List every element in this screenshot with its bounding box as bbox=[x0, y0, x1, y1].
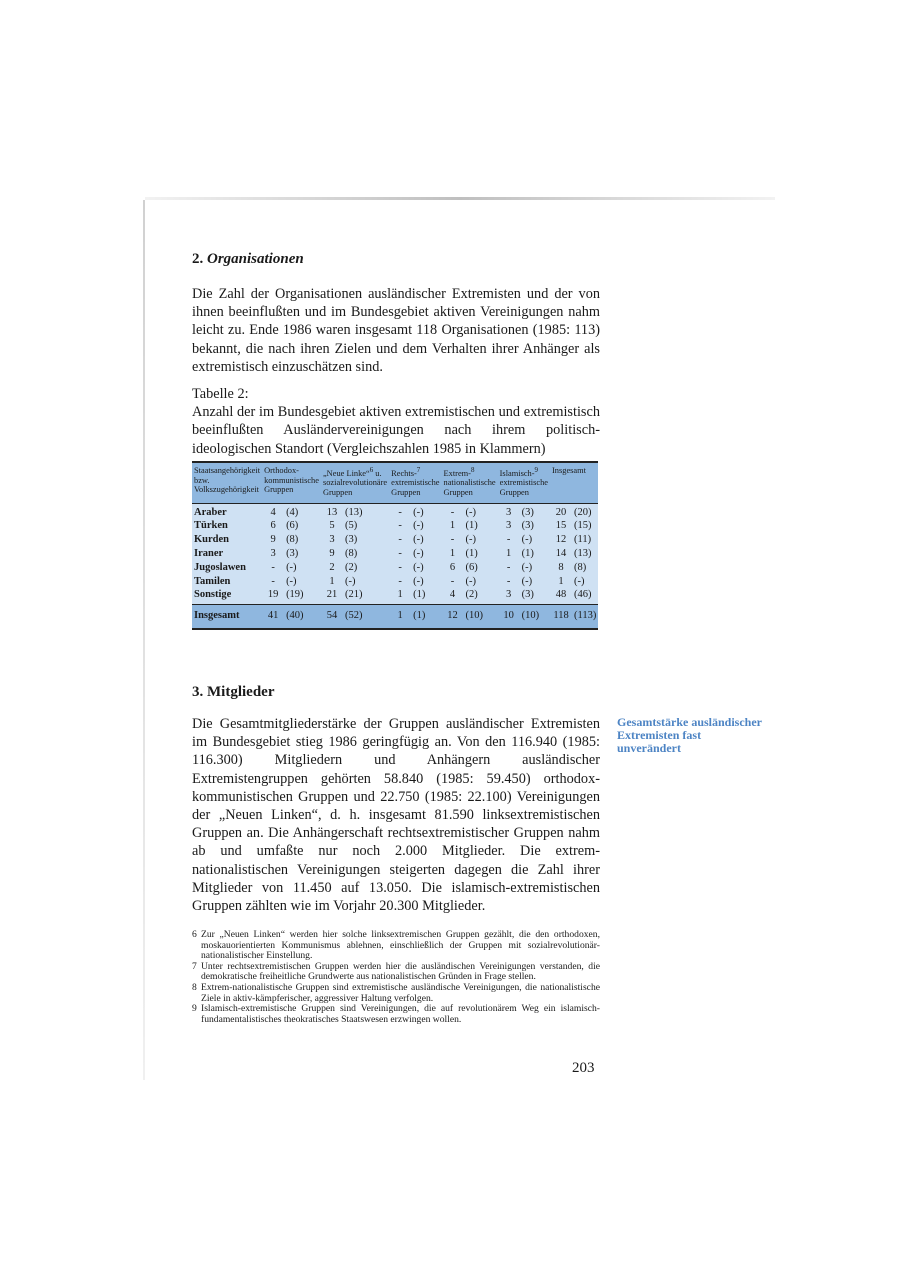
value-1985: (-) bbox=[413, 506, 424, 518]
column-header bbox=[321, 462, 389, 503]
value-1986: 15 bbox=[555, 520, 567, 532]
footnote bbox=[192, 930, 600, 962]
value-1985: (-) bbox=[521, 561, 533, 573]
column-header bbox=[389, 462, 441, 503]
table-cell bbox=[442, 561, 498, 575]
table-cell bbox=[442, 605, 498, 629]
value-1986: 1 bbox=[397, 589, 403, 601]
column-header bbox=[550, 462, 598, 503]
table-cell bbox=[442, 547, 498, 561]
extremist-organisations-table bbox=[192, 461, 597, 630]
row-label: Türken bbox=[192, 519, 262, 533]
row-label: Kurden bbox=[192, 533, 262, 547]
footnote-number: 8 bbox=[192, 981, 197, 993]
value-1985: (40) bbox=[286, 610, 304, 622]
value-1985: (-) bbox=[286, 561, 297, 573]
organisationen-paragraph: Die Zahl der Organisationen ausländischer Extremisten und der von ihnen beeinflußten und im Bundesgebiet aktiven Vereinigungen nahm leicht zu. Ende 1986 waren insgesamt 118 Organisationen (1985: 113) bekannt, die nach ihren Zielen und dem Verhalten ihrer Anhänger als extremistisch einzuschätzen sind. bbox=[192, 286, 600, 375]
value-1985: (21) bbox=[344, 589, 363, 601]
value-1985: (6) bbox=[465, 561, 478, 573]
row-label: Jugoslawen bbox=[192, 561, 262, 575]
column-header-text: Staatsangehörigkeit bzw. Volkszugehörigkeit bbox=[194, 466, 261, 495]
table-row bbox=[192, 588, 598, 604]
value-1986: 4 bbox=[449, 589, 456, 601]
table-cell bbox=[389, 575, 441, 589]
value-1986: 21 bbox=[326, 589, 338, 601]
value-1986: 13 bbox=[326, 506, 338, 518]
value-1985: (-) bbox=[574, 575, 585, 587]
table-cell bbox=[550, 547, 598, 561]
value-1986: - bbox=[398, 520, 402, 532]
table-cell bbox=[262, 575, 321, 589]
footnote-text: Islamisch-extremistische Gruppen sind Vereinigungen, die auf revolutionärem Weg ein islamisch-fundamentalistisches theokratisches Staatswesen erzwingen wollen. bbox=[201, 1003, 600, 1025]
page-shadow-left bbox=[143, 200, 145, 1080]
footnote bbox=[192, 962, 600, 983]
value-1985: (-) bbox=[521, 534, 533, 546]
value-1985: (20) bbox=[574, 506, 592, 518]
value-1986: 9 bbox=[329, 547, 335, 559]
table-cell bbox=[550, 588, 598, 604]
value-1985: (-) bbox=[465, 575, 477, 587]
section-heading-organisationen bbox=[192, 251, 304, 268]
value-1985: (3) bbox=[344, 534, 358, 546]
table-cell bbox=[550, 605, 598, 629]
column-header-text: Insgesamt bbox=[552, 466, 586, 475]
table-cell bbox=[550, 519, 598, 533]
value-1986: 48 bbox=[555, 589, 567, 601]
value-1985: (13) bbox=[574, 547, 592, 559]
value-1986: 1 bbox=[449, 520, 456, 532]
table-cell bbox=[262, 503, 321, 519]
row-label: Insgesamt bbox=[192, 605, 262, 629]
section-number: 2. bbox=[192, 251, 204, 267]
table-cell bbox=[498, 561, 550, 575]
table-cell bbox=[389, 547, 441, 561]
mitglieder-paragraph: Die Gesamtmitgliederstärke der Gruppen ausländischer Extremisten im Bundesgebiet stieg 1986 geringfügig an. Von den 116.940 (1985: 116.300) Mitgliedern und Anhängern ausländischer Extremistengruppen gehörten 58.840 (1985: 59.450) orthodox-kommunistischen Gruppen und 22.750 (1985: 22.100) Vereinigungen der „Neuen Linken“, d. h. insgesamt 81.590 linksextremistischen Gruppen an. Die Anhängerschaft rechtsextremistischer Gruppen nahm ab und umfaßte nur noch 2.000 Mitglieder. Die extrem-nationalistischen Vereinigungen steigerten dagegen die Zahl ihrer Mitglieder von 11.450 auf 13.050. Die islamisch-extremistischen Gruppen zählten wie im Vorjahr 20.300 Mitglieder. bbox=[192, 716, 600, 915]
value-1986: 19 bbox=[267, 589, 279, 601]
value-1986: 6 bbox=[270, 520, 276, 532]
value-1985: (1) bbox=[465, 547, 478, 559]
table-cell bbox=[262, 605, 321, 629]
value-1985: (-) bbox=[286, 575, 297, 587]
value-1986: 3 bbox=[506, 589, 512, 601]
column-header-text: Extrem- bbox=[443, 468, 471, 478]
value-1986: 2 bbox=[329, 561, 335, 573]
value-1986: 20 bbox=[555, 506, 567, 518]
footnote-ref: 7 bbox=[416, 466, 421, 474]
table-cell bbox=[262, 547, 321, 561]
value-1986: 54 bbox=[326, 610, 338, 622]
footnote-ref: 9 bbox=[534, 466, 539, 474]
table-cell bbox=[498, 519, 550, 533]
value-1985: (2) bbox=[465, 589, 478, 601]
value-1985: (1) bbox=[521, 547, 534, 559]
row-label: Iraner bbox=[192, 547, 262, 561]
value-1986: 1 bbox=[329, 575, 335, 587]
table-cell bbox=[550, 503, 598, 519]
value-1986: 5 bbox=[329, 520, 335, 532]
value-1985: (19) bbox=[286, 589, 304, 601]
value-1985: (3) bbox=[521, 589, 534, 601]
footnote-number: 7 bbox=[192, 960, 197, 972]
value-1985: (113) bbox=[574, 610, 597, 622]
table-cell bbox=[498, 503, 550, 519]
table-cell bbox=[498, 588, 550, 604]
table-cell bbox=[550, 575, 598, 589]
value-1985: (-) bbox=[521, 575, 533, 587]
table-cell bbox=[498, 605, 550, 629]
margin-note: Gesamtstärke ausländischer Extremisten fast unverändert bbox=[617, 715, 762, 755]
value-1986: - bbox=[398, 506, 402, 518]
value-1985: (-) bbox=[465, 506, 477, 518]
value-1985: (-) bbox=[413, 561, 424, 573]
footnote-text: Unter rechtsextremistischen Gruppen werden hier die ausländischen Vereinigungen verstanden, die demokratische freiheitliche Grundwerte aus nationalistischen Gründen in Frage stellen. bbox=[201, 960, 600, 983]
table-cell bbox=[321, 533, 389, 547]
value-1985: (15) bbox=[574, 520, 592, 532]
table-body bbox=[192, 503, 598, 605]
footnote bbox=[192, 1004, 600, 1025]
value-1986: 14 bbox=[555, 547, 567, 559]
value-1986: 1 bbox=[506, 547, 512, 559]
value-1986: - bbox=[506, 534, 511, 546]
table-cell bbox=[498, 533, 550, 547]
table-total bbox=[192, 605, 598, 629]
table-row bbox=[192, 547, 598, 561]
value-1986: 10 bbox=[503, 610, 514, 622]
value-1985: (13) bbox=[344, 506, 363, 518]
table-row bbox=[192, 519, 598, 533]
table-cell bbox=[442, 503, 498, 519]
section-number: 3. bbox=[192, 684, 204, 700]
value-1986: 6 bbox=[449, 561, 456, 573]
value-1985: (4) bbox=[286, 506, 299, 518]
value-1985: (3) bbox=[521, 520, 534, 532]
table-cell bbox=[321, 605, 389, 629]
table-cell bbox=[321, 519, 389, 533]
value-1985: (1) bbox=[413, 610, 426, 622]
value-1985: (52) bbox=[344, 610, 363, 622]
value-1986: - bbox=[271, 575, 275, 587]
value-1986: - bbox=[398, 575, 402, 587]
value-1986: 3 bbox=[506, 506, 512, 518]
table-row bbox=[192, 503, 598, 519]
value-1986: 118 bbox=[553, 610, 569, 622]
table-row bbox=[192, 605, 598, 629]
value-1985: (8) bbox=[574, 561, 587, 573]
footnote-number: 6 bbox=[192, 929, 197, 940]
value-1986: 12 bbox=[447, 610, 458, 622]
table-cell bbox=[442, 575, 498, 589]
footnote-ref: 6 bbox=[369, 466, 374, 474]
column-header-text: Orthodox-kommunistische Gruppen bbox=[264, 466, 319, 495]
value-1986: 4 bbox=[270, 506, 276, 518]
table-row bbox=[192, 561, 598, 575]
table-cell bbox=[321, 588, 389, 604]
value-1985: (5) bbox=[344, 520, 358, 532]
table-caption-text: Anzahl der im Bundesgebiet aktiven extremistischen und extremistisch beeinflußten Ausländervereinigungen nach ihrem politisch-ideologischen Standort (Vergleichszahlen 1985 in Klammern) bbox=[192, 404, 600, 457]
section-heading-mitglieder bbox=[192, 684, 274, 701]
table-row bbox=[192, 575, 598, 589]
table-cell bbox=[442, 588, 498, 604]
table-cell bbox=[389, 588, 441, 604]
value-1985: (2) bbox=[344, 561, 358, 573]
value-1986: - bbox=[450, 575, 455, 587]
table-cell bbox=[389, 533, 441, 547]
value-1985: (1) bbox=[465, 520, 478, 532]
value-1986: 3 bbox=[329, 534, 335, 546]
table-cell bbox=[389, 519, 441, 533]
footnote bbox=[192, 983, 600, 1004]
table-cell bbox=[262, 561, 321, 575]
value-1985: (-) bbox=[413, 547, 424, 559]
section-title: Organisationen bbox=[207, 251, 304, 267]
table-cell bbox=[321, 561, 389, 575]
column-header bbox=[442, 462, 498, 503]
row-label: Tamilen bbox=[192, 575, 262, 589]
table-cell bbox=[550, 561, 598, 575]
value-1985: (1) bbox=[413, 589, 426, 601]
table-cell bbox=[389, 605, 441, 629]
table-cell bbox=[389, 561, 441, 575]
value-1986: 3 bbox=[506, 520, 512, 532]
value-1985: (46) bbox=[574, 589, 592, 601]
table-cell bbox=[262, 533, 321, 547]
value-1985: (-) bbox=[413, 520, 424, 532]
table-cell bbox=[262, 519, 321, 533]
table-cell bbox=[498, 547, 550, 561]
table-cell bbox=[321, 503, 389, 519]
value-1985: (-) bbox=[413, 575, 424, 587]
table-cell bbox=[442, 533, 498, 547]
value-1986: - bbox=[398, 561, 402, 573]
table-header bbox=[192, 462, 598, 503]
value-1985: (-) bbox=[344, 575, 356, 587]
footnote-text: Zur „Neuen Linken“ werden hier solche linksextremischen Gruppen gezählt, die den orthodoxen, moskauorientierten Kommunismus ablehnen, einschließlich der Gruppen mit sozialrevolutionär-nationalistischer Einstellung. bbox=[201, 929, 600, 962]
column-header-text: extremistische Gruppen bbox=[391, 478, 440, 497]
table-cell bbox=[389, 503, 441, 519]
value-1985: (-) bbox=[465, 534, 477, 546]
value-1986: 12 bbox=[555, 534, 567, 546]
table-row bbox=[192, 533, 598, 547]
value-1986: 1 bbox=[449, 547, 456, 559]
value-1985: (8) bbox=[344, 547, 358, 559]
value-1986: 41 bbox=[267, 610, 279, 622]
value-1986: 8 bbox=[558, 561, 564, 573]
footnote-text: Extrem-nationalistische Gruppen sind extremistische ausländische Vereinigungen, die nationalistische Ziele in aktiv-kämpferischer, aggressiver Haltung verfolgen. bbox=[201, 981, 600, 1004]
value-1985: (10) bbox=[521, 610, 540, 622]
table-cell bbox=[442, 519, 498, 533]
table-cell bbox=[262, 588, 321, 604]
column-header-text: Islamisch- bbox=[499, 468, 535, 478]
value-1985: (-) bbox=[413, 534, 424, 546]
value-1986: 1 bbox=[558, 575, 564, 587]
value-1985: (6) bbox=[286, 520, 299, 532]
value-1985: (10) bbox=[465, 610, 484, 622]
column-header-text: nationalistische Gruppen bbox=[443, 478, 496, 497]
column-header-text: „Neue Linke“ bbox=[322, 468, 370, 478]
table-caption bbox=[192, 385, 600, 458]
value-1986: - bbox=[506, 575, 511, 587]
column-header-text: extremistische Gruppen bbox=[499, 478, 549, 497]
footnotes bbox=[192, 930, 600, 1025]
table-cell bbox=[321, 547, 389, 561]
section-title: Mitglieder bbox=[207, 684, 275, 700]
row-label: Araber bbox=[192, 503, 262, 519]
table-cell bbox=[550, 533, 598, 547]
page-shadow-top bbox=[145, 197, 775, 200]
value-1986: 1 bbox=[397, 610, 403, 622]
value-1986: - bbox=[398, 547, 402, 559]
column-header bbox=[262, 462, 321, 503]
value-1986: - bbox=[450, 506, 455, 518]
value-1985: (8) bbox=[286, 534, 299, 546]
row-label: Sonstige bbox=[192, 588, 262, 604]
footnote-ref: 8 bbox=[470, 466, 475, 474]
table-cell bbox=[498, 575, 550, 589]
value-1986: 9 bbox=[270, 534, 276, 546]
column-header bbox=[192, 462, 262, 503]
value-1986: - bbox=[506, 561, 511, 573]
table-caption-label: Tabelle 2: bbox=[192, 386, 249, 402]
value-1986: 3 bbox=[270, 547, 276, 559]
value-1986: - bbox=[450, 534, 455, 546]
column-header-text: Rechts- bbox=[391, 468, 417, 478]
column-header-text: u. sozialrevolutionäre Gruppen bbox=[322, 468, 388, 497]
value-1985: (3) bbox=[286, 547, 299, 559]
value-1985: (11) bbox=[574, 534, 592, 546]
value-1986: - bbox=[398, 534, 402, 546]
table-cell bbox=[321, 575, 389, 589]
column-header bbox=[498, 462, 550, 503]
footnote-number: 9 bbox=[192, 1003, 197, 1015]
value-1985: (3) bbox=[521, 506, 534, 518]
value-1986: - bbox=[271, 561, 275, 573]
page-number: 203 bbox=[572, 1060, 595, 1076]
